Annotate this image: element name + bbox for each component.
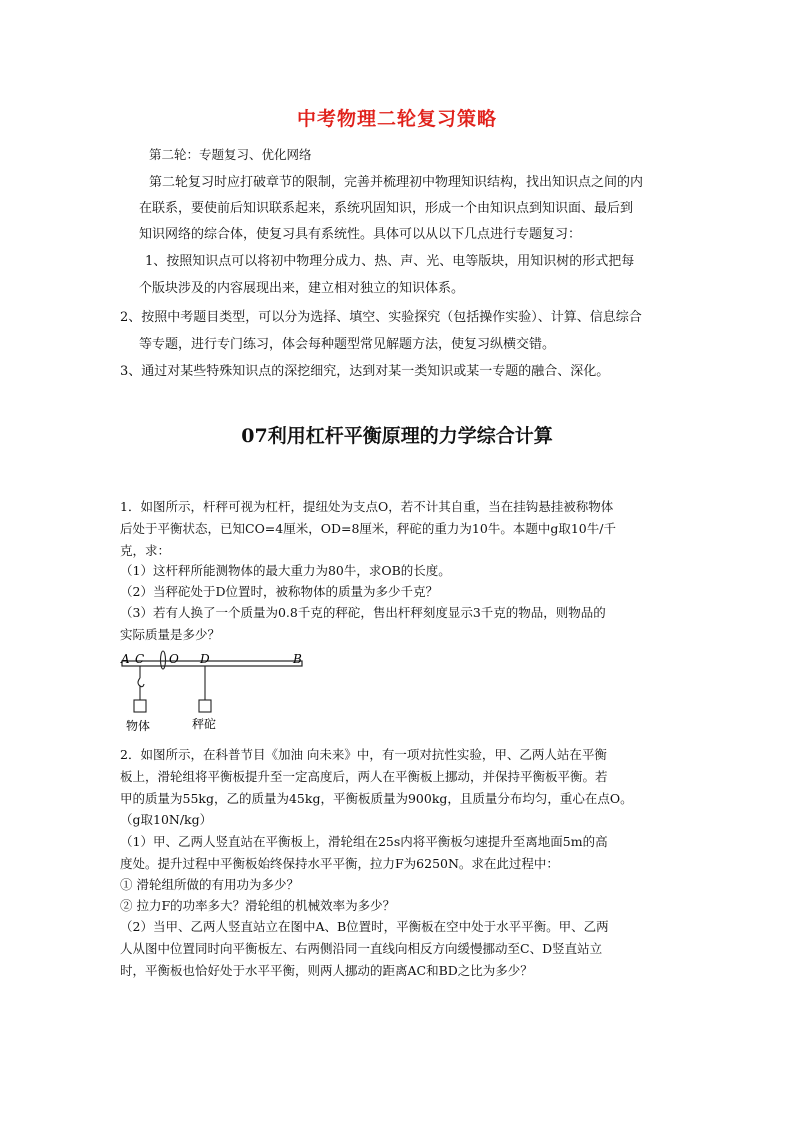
q2-line: 板上，滑轮组将平衡板提升至一定高度后，两人在平衡板上挪动，并保持平衡板平衡。若: [120, 769, 608, 784]
q1-line: 克，求：: [120, 543, 171, 558]
label-b: B: [293, 652, 302, 666]
intro-para-line: 知识网络的综合体，使复习具有系统性。具体可以从以下几点进行专题复习：: [139, 227, 582, 242]
steelyard-figure: [118, 648, 318, 738]
q2-line: 度处。提升过程中平衡板始终保持水平平衡，拉力F为6250N。求在此过程中：: [120, 856, 559, 871]
lever-beam: [122, 661, 302, 666]
intro-heading: 第二轮：专题复习、优化网络: [149, 147, 312, 162]
hook: [138, 678, 144, 687]
intro-item-3: 3、通过对某些特殊知识点的深挖细究，达到对某一类知识或某一专题的融合、深化。: [120, 364, 610, 379]
q1-line: 1．如图所示，杆秤可视为杠杆，提纽处为支点O，若不计其自重，当在挂钩悬挂被称物体: [120, 499, 614, 514]
q2-subquestion-2: （2）当甲、乙两人竖直站立在图中A、B位置时，平衡板在空中处于水平平衡。甲、乙两: [120, 919, 609, 934]
object-box: [134, 700, 146, 712]
intro-item-1-line: 个版块涉及的内容展现出来，建立相对独立的知识体系。: [139, 281, 465, 296]
label-a: A: [121, 652, 130, 666]
label-c: C: [135, 652, 145, 666]
q2-line: 2．如图所示，在科普节目《加油 向未来》中，有一项对抗性实验，甲、乙两人站在平衡: [120, 747, 607, 762]
q1-line: 实际质量是多少？: [120, 627, 221, 642]
q2-line: 时，平衡板也恰好处于水平平衡，则两人挪动的距离AC和BD之比为多少？: [120, 963, 533, 978]
q2-subquestion-1: （1）甲、乙两人竖直站在平衡板上，滑轮组在25s内将平衡板匀速提升至离地面5m的高: [120, 834, 608, 849]
intro-item-1-line: 1、按照知识点可以将初中物理分成力、热、声、光、电等版块，用知识树的形式把每: [145, 254, 635, 269]
label-o: O: [169, 652, 179, 666]
label-d: D: [200, 652, 210, 666]
q1-line: 后处于平衡状态，已知CO=4厘米，OD=8厘米，秤砣的重力为10牛。本题中g取10牛/千: [120, 521, 616, 536]
q2-line: 甲的质量为55kg，乙的质量为45kg，平衡板质量为900kg，且质量分布均匀，重心在点O。: [120, 791, 633, 806]
object-label: 物体: [126, 719, 151, 733]
section-title: 07利用杠杆平衡原理的力学综合计算: [241, 425, 553, 447]
intro-para-line: 在联系，要使前后知识联系起来，系统巩固知识，形成一个由知识点到知识面、最后到: [139, 201, 634, 216]
intro-item-2-line: 2、按照中考题目类型，可以分为选择、填空、实验探究（包括操作实验）、计算、信息综合: [120, 310, 642, 325]
q2-line: （g取10N/kg）: [120, 812, 213, 827]
q1-subquestion-1: （1）这杆秤所能测物体的最大重力为80牛，求OB的长度。: [120, 563, 451, 578]
q2-line: 人从图中位置同时向平衡板左、右两侧沿同一直线向相反方向缓慢挪动至C、D竖直站立: [120, 941, 603, 956]
page-title: 中考物理二轮复习策略: [296, 108, 497, 130]
q2-item-2: ② 拉力F的功率多大？滑轮组的机械效率为多少？: [120, 898, 396, 913]
weight-box: [199, 700, 211, 712]
intro-para-line: 第二轮复习时应打破章节的限制，完善并梳理初中物理知识结构，找出知识点之间的内: [149, 175, 644, 190]
q2-item-1: ① 滑轮组所做的有用功为多少？: [120, 877, 299, 892]
intro-item-2-line: 等专题，进行专门练习，体会每种题型常见解题方法，使复习纵横交错。: [139, 337, 556, 352]
weight-label: 秤砣: [192, 717, 217, 731]
q1-subquestion-2: （2）当秤砣处于D位置时，被称物体的质量为多少千克？: [120, 584, 438, 599]
q1-subquestion-3: （3）若有人换了一个质量为0.8千克的秤砣，售出杆秤刻度显示3千克的物品，则物品的: [120, 605, 606, 620]
